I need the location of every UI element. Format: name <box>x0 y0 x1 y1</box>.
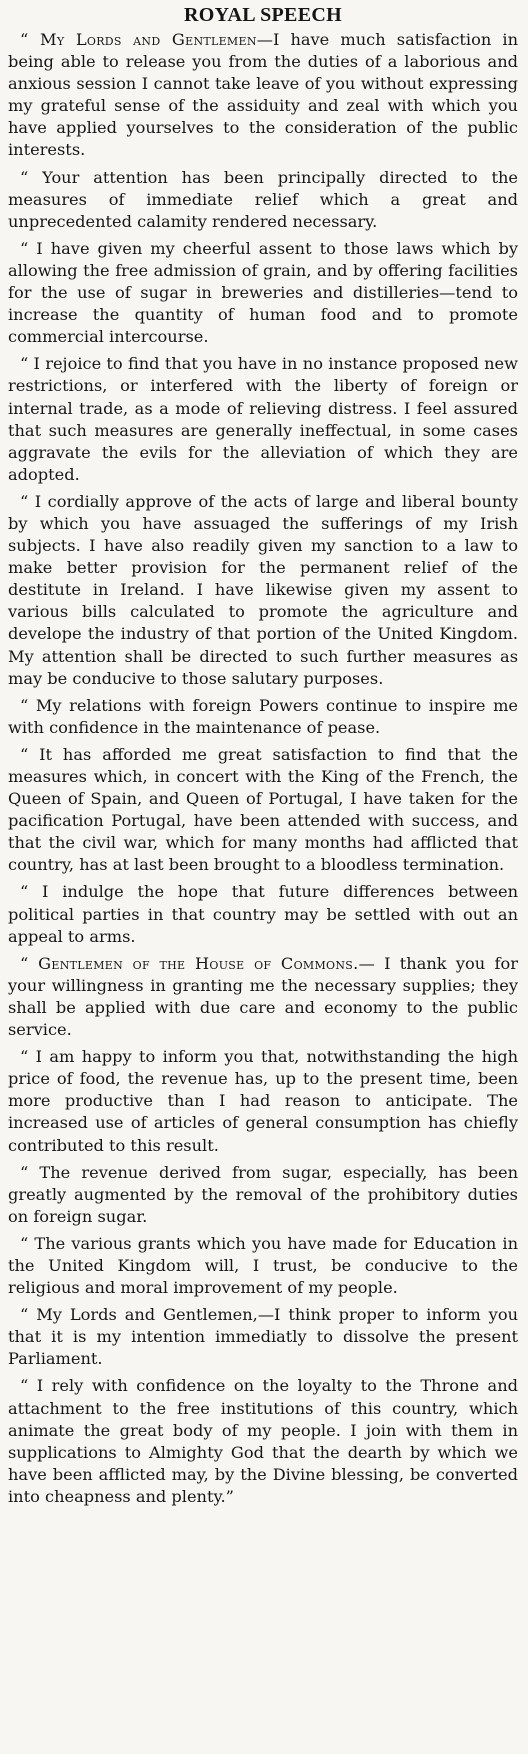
paragraph-sugar <box>8 1162 518 1228</box>
paragraph-text: “ It has afforded me great satisfaction to find that the measures which, in concert with the King of the French, the Queen of Spain, and Queen of Portugal, I have taken for the pacification Portugal, have been attended with success, and that the civil war, which for many months had afflicted that country, has at last been brought to a bloodless termination. <box>8 744 518 875</box>
paragraph-text: “ I indulge the hope that future differences between political parties in that country may be settled with out an appeal to arms. <box>8 882 518 946</box>
paragraph-trade <box>8 353 518 486</box>
paragraph-text: —I have much satisfaction in being able to release you from the duties of a laborious and anxious session I cannot take leave of you without expressing my grateful sense of the assiduity and zeal with which you have applied yourselves to the consideration of the public interests. <box>8 30 518 160</box>
paragraph-revenue <box>8 1046 518 1156</box>
paragraph-closing <box>8 1375 518 1508</box>
paragraph-lead: “ Gentlemen of the House of Commons. <box>20 953 359 973</box>
paragraph-grain-laws <box>8 238 518 348</box>
paragraph-portugal <box>8 744 518 877</box>
paragraph-text: “ I cordially approve of the acts of large and liberal bounty by which you have assuaged the sufferings of my Irish subjects. I have also readily given my sanction to a law to make better provision for the permanent relief of the destitute in Ireland. I have likewise given my assent to various bills calculated to promote the agriculture and develope the industry of that portion of the United Kingdom. My attention shall be directed to such further measures as may be conducive to those salutary purposes. <box>8 491 518 688</box>
paragraph-foreign-powers <box>8 695 518 739</box>
paragraph-text: “ My relations with foreign Powers continue to inspire me with confidence in the maintenance of pease. <box>8 695 518 737</box>
paragraph-relief-measures <box>8 167 518 233</box>
paragraph-ireland <box>8 491 518 690</box>
paragraph-text: “ The revenue derived from sugar, especially, has been greatly augmented by the removal of the prohibitory duties on foreign sugar. <box>8 1162 518 1226</box>
paragraph-commons <box>8 953 518 1041</box>
paragraph-text: “ My Lords and Gentlemen,—I think proper to inform you that it is my intention immediatly to dissolve the present Parliament. <box>8 1305 518 1369</box>
paragraph-text: “ Your attention has been principally directed to the measures of immediate relief which a great and unprecedented calamity rendered necessary. <box>8 167 518 231</box>
paragraph-education <box>8 1233 518 1299</box>
paragraph-text: “ I rejoice to find that you have in no instance proposed new restrictions, or interfered with the liberty of foreign or internal trade, as a mode of relieving distress. I feel assured that such measures are generally ineffectual, in some cases aggravate the evils for the alleviation of which they are adopted. <box>8 354 518 484</box>
article-title: ROYAL SPEECH <box>184 4 342 26</box>
paragraph-opening <box>8 29 518 162</box>
paragraph-dissolution <box>8 1304 518 1370</box>
paragraph-text: “ I have given my cheerful assent to those laws which by allowing the free admission of grain, and by offering facilities for the use of sugar in breweries and distilleries—tend to increase the quantity of human food and to promote commercial intercourse. <box>8 238 518 347</box>
paragraph-political-parties <box>8 881 518 947</box>
paragraph-text: “ I am happy to inform you that, notwithstanding the high price of food, the revenue has, up to the present time, been more productive than I had reason to anticipate. The increased use of articles of general consumption has chiefly contributed to this result. <box>8 1047 518 1155</box>
paragraph-text: — I thank you for your willingness in granting me the necessary supplies; they shall be applied with due care and economy to the public service. <box>8 953 518 1040</box>
paragraph-text: “ I rely with confidence on the loyalty to the Throne and attachment to the free institutions of this country, which animate the great body of my people. I join with them in supplications to Almighty God that the dearth by which we have been afflicted may, by the Divine blessing, be converted into cheapness and plenty.” <box>8 1376 518 1506</box>
paragraph-text: “ The various grants which you have made for Education in the United Kingdom will, I trust, be conducive to the religious and moral improvement of my people. <box>8 1233 518 1298</box>
paragraph-lead: “ My Lords and Gentlemen <box>20 30 257 49</box>
